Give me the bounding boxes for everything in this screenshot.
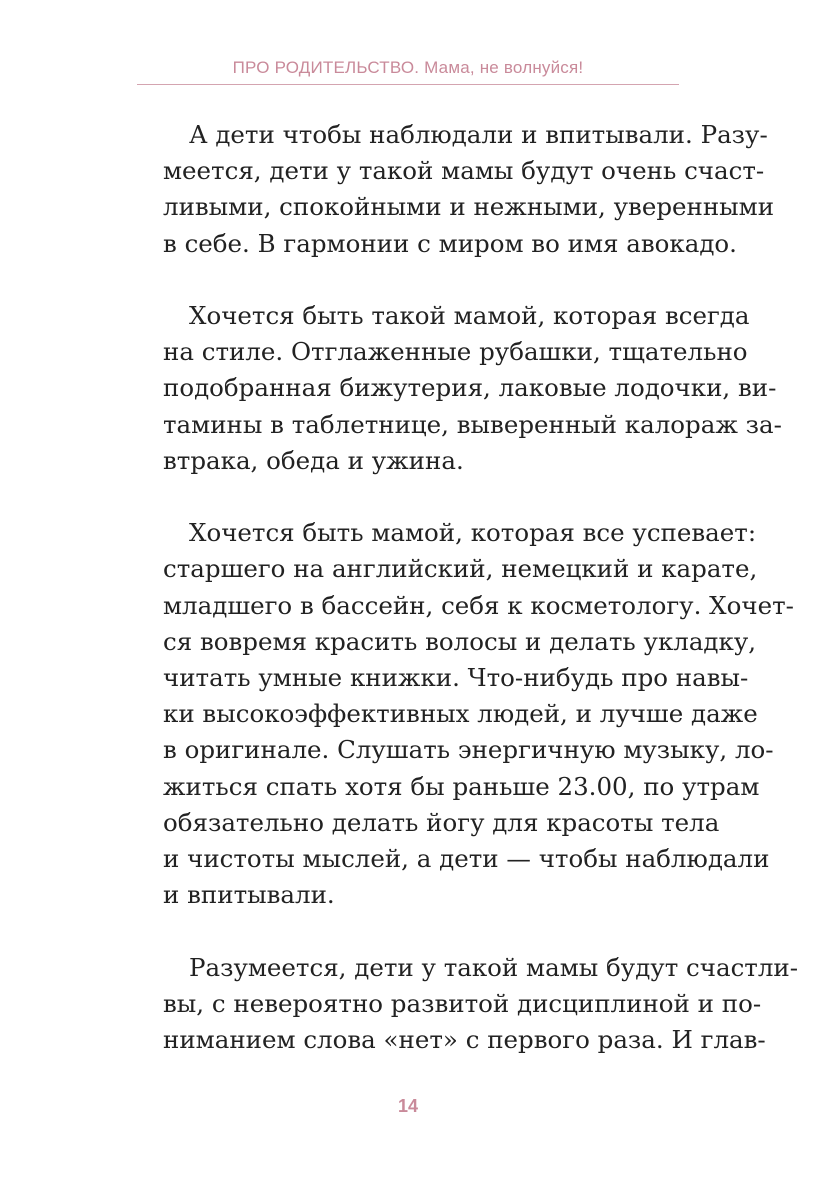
header-divider — [137, 84, 679, 85]
text-line: ливыми, спокойными и нежными, уверенными — [163, 192, 775, 222]
text-line: Хочется быть такой мамой, которая всегда — [189, 301, 750, 330]
text-line: вы, с невероятно развитой дисциплиной и по- — [163, 988, 762, 1018]
paragraph — [137, 117, 775, 262]
text-line: на стиле. Отглаженные рубашки, тщательно — [163, 337, 748, 367]
text-line: подобранная бижутерия, лаковые лодочки, ви- — [163, 373, 777, 403]
text-line: в оригинале. Слушать энергичную музыку, ло- — [163, 735, 774, 765]
text-line: обязательно делать йогу для красоты тела — [163, 807, 720, 837]
text-line: читать умные книжки. Что-нибудь про навы- — [163, 663, 749, 693]
text-line: втрака, обеда и ужина. — [163, 445, 464, 475]
text-line: ся вовремя красить волосы и делать укладку, — [163, 626, 757, 656]
running-title: ПРО РОДИТЕЛЬСТВО. Мама, не волнуйся! — [232, 58, 584, 77]
text-line: в себе. В гармонии с миром во имя авокадо. — [163, 228, 737, 258]
text-line: А дети чтобы наблюдали и впитывали. Разу- — [189, 120, 768, 149]
text-line: старшего на английский, немецкий и карате, — [163, 554, 758, 584]
text-line: ки высокоэффективных людей, и лучше даже — [163, 699, 758, 729]
text-line: житься спать хотя бы раньше 23.00, по утрам — [163, 771, 760, 801]
page-number: 14 — [397, 1096, 419, 1116]
text-line: меется, дети у такой мамы будут очень счаст- — [163, 156, 765, 186]
text-line: ниманием слова «нет» с первого раза. И глав- — [163, 1025, 766, 1055]
paragraph — [137, 298, 782, 479]
text-line: и впитывали. — [163, 880, 335, 910]
text-line: младшего в бассейн, себя к косметологу. Хочет- — [163, 590, 794, 620]
text-line: тамины в таблетнице, выверенный калораж за- — [163, 409, 782, 439]
text-line: Хочется быть мамой, которая все успевает: — [189, 518, 757, 548]
text-line: и чистоты мыслей, а дети — чтобы наблюдали — [163, 844, 770, 874]
body-text — [137, 117, 799, 1058]
paragraph — [137, 515, 794, 913]
paragraph — [137, 950, 799, 1059]
text-line: Разумеется, дети у такой мамы будут счастли- — [189, 952, 799, 982]
